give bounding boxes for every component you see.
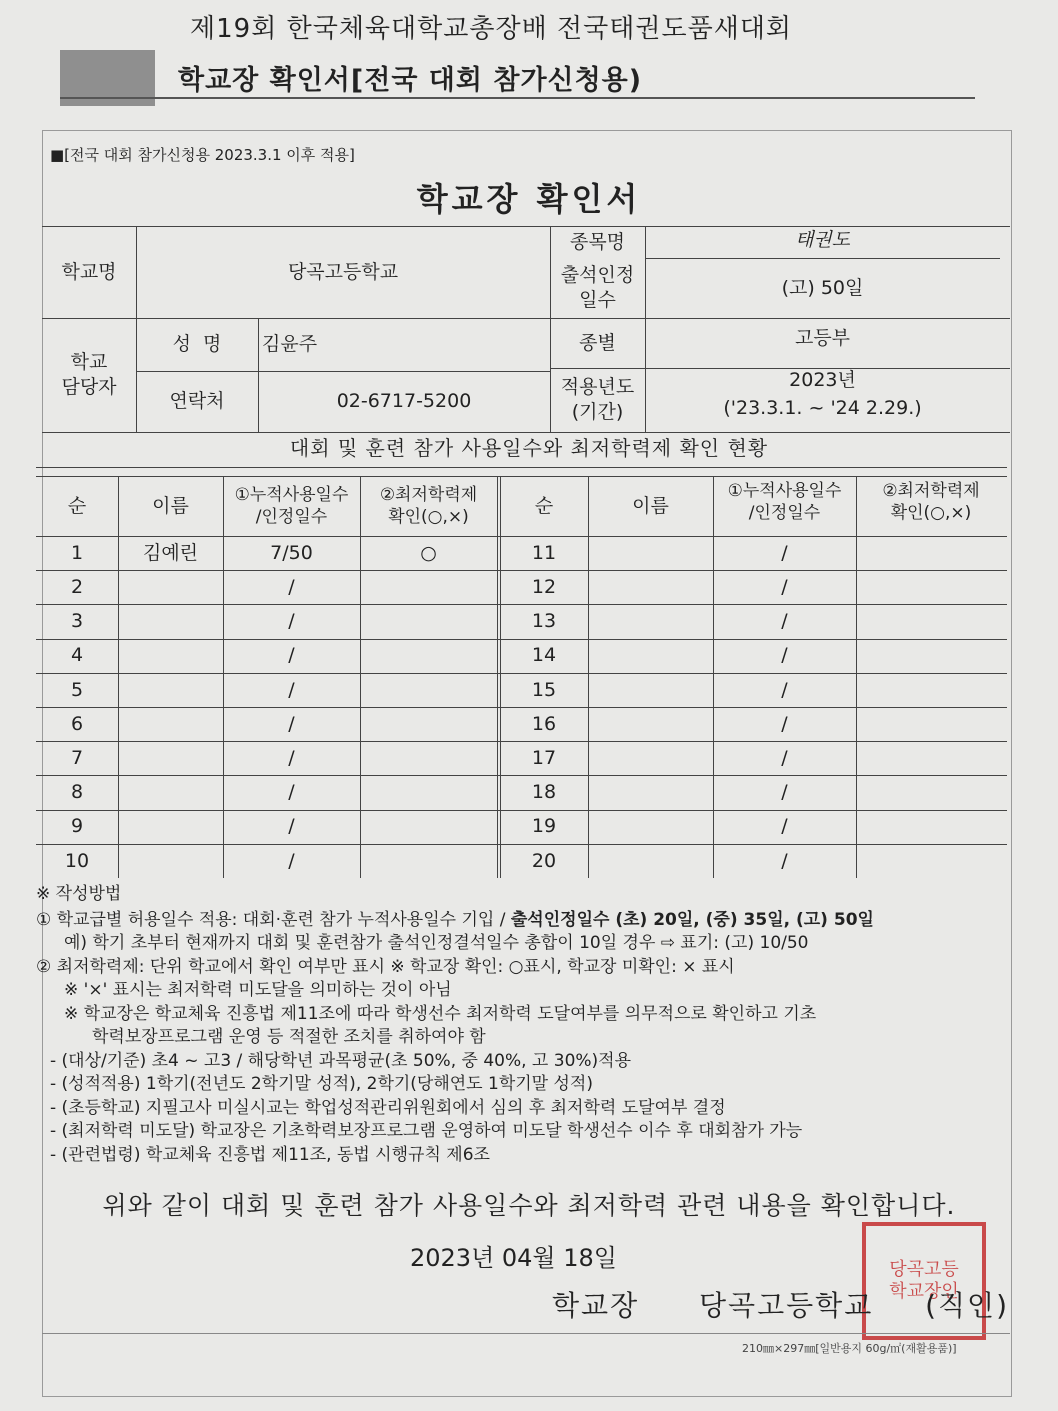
table-cell-check: [856, 775, 1006, 809]
header-check-right: ②최저학력제 확인(○,×): [882, 480, 980, 523]
year-label: 적용년도 (기간): [560, 376, 635, 423]
table-cell-name: [118, 844, 223, 878]
table-cell-no: 1: [70, 541, 84, 564]
header-days-right: ①누적사용일수 /인정일수: [727, 480, 842, 523]
section-note: ■[전국 대회 참가신청용 2023.3.1 이후 적용]: [50, 146, 355, 164]
table-cell-check: [360, 604, 497, 638]
header-underline: [60, 97, 975, 99]
table-cell-name: [118, 673, 223, 707]
table-cell-check: [856, 639, 1006, 673]
school-label: 학교명: [61, 260, 117, 283]
division-value: 고등부: [794, 326, 851, 349]
sport-label: 종목명: [569, 230, 626, 253]
note-1-example: 예) 학기 초부터 현재까지 대회 및 훈련참가 출석인정결석일수 총합이 10일 경우 ⇨ 표기: (고) 10/50: [64, 933, 809, 953]
table-cell-no: 6: [70, 712, 84, 735]
table-cell-name: [588, 604, 713, 638]
table-cell-name: [118, 604, 223, 638]
row-divider: [36, 604, 1007, 605]
notes-heading: ※ 작성방법: [36, 884, 122, 904]
paper-spec: 210㎜×297㎜[일반용지 60g/㎡(재활용품)]: [742, 1342, 957, 1355]
row-divider: [36, 775, 1007, 776]
table-cell-check: [360, 741, 497, 775]
table-cell-check: [856, 810, 1006, 844]
detail-4: - (최저학력 미도달) 학교장은 기초학력보장프로그램 운영하여 미도달 학생선수 이수 후 대회참가 가능: [50, 1121, 803, 1141]
table-cell-days: /: [288, 575, 295, 598]
seal-stamp-text: 당곡고등학교장인: [889, 1259, 959, 1302]
name-value: 김윤주: [262, 333, 318, 356]
header-name: 이름: [152, 494, 189, 517]
principal-signature: [552, 1284, 1009, 1324]
table-cell-no: 10: [64, 849, 90, 872]
note-2-sub-2-cont: 학력보장프로그램 운영 등 적절한 조치를 취하여야 함: [92, 1027, 486, 1047]
table-cell-no: 12: [531, 575, 557, 598]
table-cell-name: [588, 639, 713, 673]
row-divider: [36, 741, 1007, 742]
note-2-sub-1: ※ '×' 표시는 최저학력 미도달을 의미하는 것이 아님: [64, 980, 452, 1000]
header-check: ②최저학력제 확인(○,×): [379, 484, 478, 527]
row-divider: [36, 570, 1007, 571]
header-name-right: 이름: [632, 494, 669, 517]
school-value: 당곡고등학교: [287, 260, 399, 283]
detail-1: - (대상/기준) 초4 ~ 고3 / 해당학년 과목평균(초 50%, 중 40%, 고 30%)적용: [50, 1050, 632, 1071]
table-cell-check: [856, 707, 1006, 741]
table-cell-check: [856, 844, 1006, 878]
table-cell-days: 7/50: [270, 541, 313, 564]
status-title: 대회 및 훈련 참가 사용일수와 최저학력제 확인 현황: [289, 436, 769, 460]
table-cell-no: 9: [70, 815, 84, 838]
row-divider: [36, 810, 1007, 811]
table-cell-check: [856, 604, 1006, 638]
row-divider: [36, 673, 1007, 674]
row-divider: [36, 844, 1007, 845]
table-cell-days: /: [288, 815, 295, 838]
table-cell-check: [856, 741, 1006, 775]
table-cell-days: /: [781, 575, 788, 598]
table-cell-name: 김예린: [142, 541, 199, 564]
table-cell-no: 7: [70, 746, 84, 769]
table-cell-name: [118, 741, 223, 775]
table-cell-check: [856, 570, 1006, 604]
header-no-right: 순: [534, 494, 554, 517]
table-cell-days: /: [781, 781, 788, 804]
table-cell-no: 5: [70, 678, 84, 701]
bottom-divider: [42, 1333, 1010, 1334]
sport-value: 태권도: [794, 228, 851, 251]
row-divider: [36, 536, 1007, 537]
table-cell-name: [588, 775, 713, 809]
principal-school: 당곡고등학교: [698, 1289, 874, 1322]
table-cell-days: /: [781, 746, 788, 769]
note-2-sub-2: ※ 학교장은 학교체육 진흥법 제11조에 따라 학생선수 최저학력 도달여부를 의무적으로 확인하고 기초: [64, 1003, 817, 1024]
confirm-statement: 위와 같이 대회 및 훈련 참가 사용일수와 최저학력 관련 내용을 확인합니다.: [102, 1191, 956, 1220]
table-cell-no: 4: [70, 644, 84, 667]
period-value: ('23.3.1. ~ '24 2.29.): [723, 396, 922, 419]
table-cell-name: [588, 707, 713, 741]
seal-label: (직인): [925, 1289, 1010, 1322]
division-label: 종별: [579, 331, 616, 354]
table-cell-days: /: [781, 678, 788, 701]
table-cell-days: /: [288, 849, 295, 872]
table-cell-no: 11: [531, 541, 557, 564]
attendance-value: (고) 50일: [781, 276, 864, 299]
principal-label: 학교장: [552, 1289, 640, 1322]
note-1-text: ① 학교급별 허용일수 적용: 대회·훈련 참가 누적사용일수 기입 /: [36, 909, 511, 930]
table-cell-no: 13: [531, 610, 557, 633]
table-cell-no: 14: [531, 644, 557, 667]
table-cell-no: 19: [531, 815, 557, 838]
table-cell-check: [856, 536, 1006, 570]
detail-5: - (관련법령) 학교체육 진흥법 제11조, 동법 시행규칙 제6조: [50, 1144, 490, 1165]
table-cell-days: /: [781, 849, 788, 872]
table-cell-days: /: [288, 678, 295, 701]
issue-date: 2023년 04월 18일: [410, 1244, 617, 1272]
note-1: [36, 909, 874, 933]
note-1-bold: 출석인정일수 (초) 20일, (중) 35일, (고) 50일: [510, 909, 874, 930]
table-cell-no: 8: [70, 781, 84, 804]
table-cell-name: [118, 570, 223, 604]
contact-label: 연락처: [169, 390, 225, 413]
table-cell-name: [588, 844, 713, 878]
table-cell-days: /: [781, 610, 788, 633]
row-divider: [36, 639, 1007, 640]
table-cell-check: [360, 673, 497, 707]
table-cell-check: [360, 570, 497, 604]
detail-2: - (성적적용) 1학기(전년도 2학기말 성적), 2학기(당해연도 1학기말 성적): [50, 1074, 593, 1094]
name-label: 성 명: [172, 333, 222, 356]
event-title: 제19회 한국체육대학교총장배 전국태권도품새대회: [190, 14, 793, 44]
table-cell-name: [118, 775, 223, 809]
table-cell-no: 3: [70, 610, 84, 633]
year-value: 2023년: [789, 368, 856, 391]
table-cell-days: /: [781, 541, 788, 564]
table-cell-days: /: [288, 781, 295, 804]
table-cell-check: [856, 673, 1006, 707]
header-no: 순: [67, 494, 87, 517]
table-cell-days: /: [288, 644, 295, 667]
table-cell-name: [588, 673, 713, 707]
table-cell-no: 15: [531, 678, 557, 701]
table-cell-days: /: [288, 746, 295, 769]
header-days: ①누적사용일수 /인정일수: [234, 484, 349, 527]
table-cell-no: 16: [531, 712, 557, 735]
row-divider: [36, 707, 1007, 708]
table-cell-name: [588, 536, 713, 570]
table-cell-no: 20: [531, 849, 557, 872]
manager-label: 학교 담당자: [61, 351, 117, 398]
table-cell-name: [588, 570, 713, 604]
header-title: 학교장 확인서[전국 대회 참가신청용): [178, 65, 643, 96]
table-cell-days: /: [781, 644, 788, 667]
table-cell-no: 18: [531, 781, 557, 804]
table-cell-name: [118, 639, 223, 673]
table-cell-no: 2: [70, 575, 84, 598]
detail-3: - (초등학교) 지필고사 미실시교는 학업성적관리위원회에서 심의 후 최저학력 도달여부 결정: [50, 1097, 726, 1118]
table-cell-days: /: [288, 712, 295, 735]
table-cell-days: /: [288, 610, 295, 633]
table-cell-name: [588, 741, 713, 775]
table-cell-name: [118, 810, 223, 844]
table-cell-check: [360, 844, 497, 878]
table-cell-name: [588, 810, 713, 844]
divider: [36, 467, 1007, 468]
contact-value: 02-6717-5200: [336, 390, 472, 413]
table-cell-check: [360, 639, 497, 673]
writing-instructions: [36, 883, 874, 1167]
attendance-label: 출석인정 일수: [560, 264, 635, 311]
table-cell-days: /: [781, 712, 788, 735]
table-cell-name: [118, 707, 223, 741]
table-cell-days: /: [781, 815, 788, 838]
table-cell-check: [360, 810, 497, 844]
table-cell-check: [360, 775, 497, 809]
form-title: 학교장 확인서: [416, 180, 642, 218]
table-cell-no: 17: [531, 746, 557, 769]
table-cell-check: ○: [420, 541, 437, 564]
table-cell-check: [360, 707, 497, 741]
note-2: ② 최저학력제: 단위 학교에서 확인 여부만 표시 ※ 학교장 확인: ○표시, 학교장 미확인: × 표시: [36, 956, 735, 977]
